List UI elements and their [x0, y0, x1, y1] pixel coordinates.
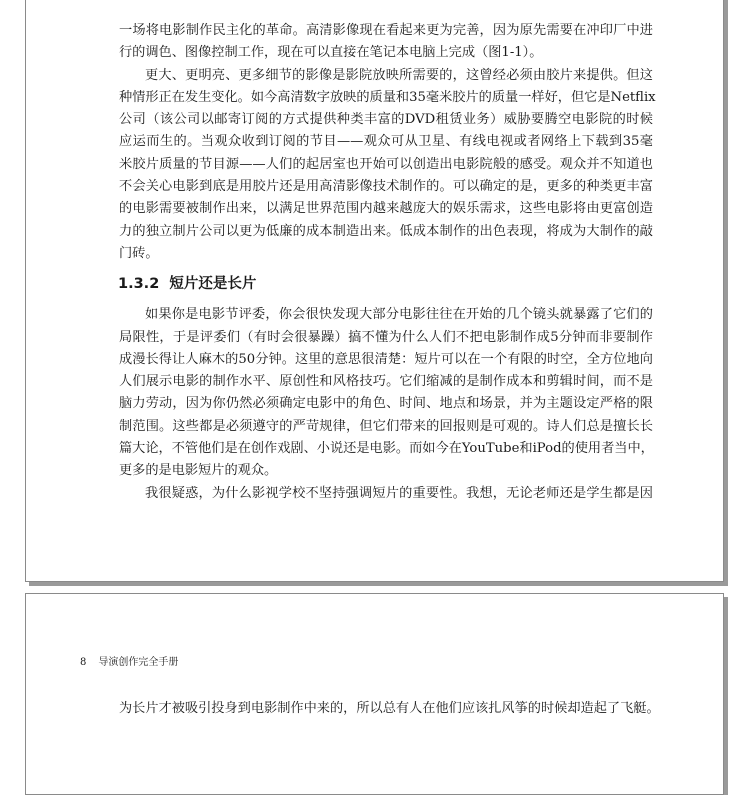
text-line: 篇大论，不管他们是在创作戏剧、小说还是电影。而如今在YouTube和iPod的使用者当中，	[119, 441, 654, 457]
text-line: 为长片才被吸引投身到电影制作中来的，所以总有人在他们应该扎风筝的时候却造起了飞艇。	[119, 701, 660, 716]
text-line: 应运而生的。当观众收到订阅的节目——观众可从卫星、有线电视或者网络上下载到35毫	[119, 134, 653, 150]
text-line: 成漫长得让人麻木的50分钟。这里的意思很清楚：短片可以在一个有限的时空，全方位地向	[119, 351, 653, 367]
text-line: 力的独立制片公司以更为低廉的成本制造出来。低成本制作的出色表现，将成为大制作的敲	[119, 223, 653, 239]
text-line: 一场将电影制作民主化的革命。高清影像现在看起来更为完善，因为原先需要在冲印厂中进	[119, 23, 653, 38]
text-line: 门砖。	[119, 245, 159, 261]
text-line: 局限性，于是评委们（有时会很暴躁）搞不懂为什么人们不把电影制作成5分钟而非要制作	[119, 329, 653, 345]
document-page-8	[25, 593, 724, 795]
page-text	[118, 20, 656, 505]
book-title: 导演创作完全手册	[98, 657, 179, 668]
text-line: 如果你是电影节评委，你会很快发现大部分电影往往在开始的几个镜头就暴露了它们的	[145, 307, 653, 323]
text-line: 制范围。这些都是必须遵守的严苛规律，但它们带来的回报则是可观的。诗人们总是擅长长	[119, 418, 653, 434]
text-line: 的电影需要被制作出来，以满足世界范围内越来越庞大的娱乐需求，这些电影将由更富创造	[119, 201, 653, 217]
text-line: 更大、更明亮、更多细节的影像是影院放映所需要的，这曾经必须由胶片来提供。但这	[145, 67, 653, 83]
running-header	[80, 653, 178, 668]
section-heading: 1.3.2 短片还是长片	[118, 276, 257, 293]
text-line: 不会关心电影到底是用胶片还是用高清影像技术制作的。可以确定的是，更多的种类更丰富	[119, 179, 653, 195]
text-line: 人们展示电影的制作水平、原创性和风格技巧。它们缩减的是制作成本和剪辑时间，而不是	[119, 374, 653, 390]
page-text	[119, 698, 660, 720]
text-line: 我很疑惑，为什么影视学校不坚持强调短片的重要性。我想，无论老师还是学生都是因	[145, 485, 653, 501]
text-line: 更多的是电影短片的观众。	[119, 463, 278, 479]
document-page-7	[25, 0, 724, 582]
text-line: 种情形正在发生变化。如今高清数字放映的质量和35毫米胶片的质量一样好，但它是Netflix	[119, 89, 656, 105]
text-line: 脑力劳动，因为你仍然必须确定电影中的角色、时间、地点和场景，并为主题设定严格的限	[119, 396, 653, 412]
text-line: 米胶片质量的节目源——人们的起居室也开始可以创造出电影院般的感受。观众并不知道也	[119, 156, 653, 172]
page-number: 8	[80, 657, 87, 668]
text-line: 行的调色、图像控制工作，现在可以直接在笔记本电脑上完成（图1-1）。	[119, 45, 543, 61]
text-line: 公司（该公司以邮寄订阅的方式提供种类丰富的DVD租赁业务）威胁要腾空电影院的时候	[119, 112, 653, 128]
